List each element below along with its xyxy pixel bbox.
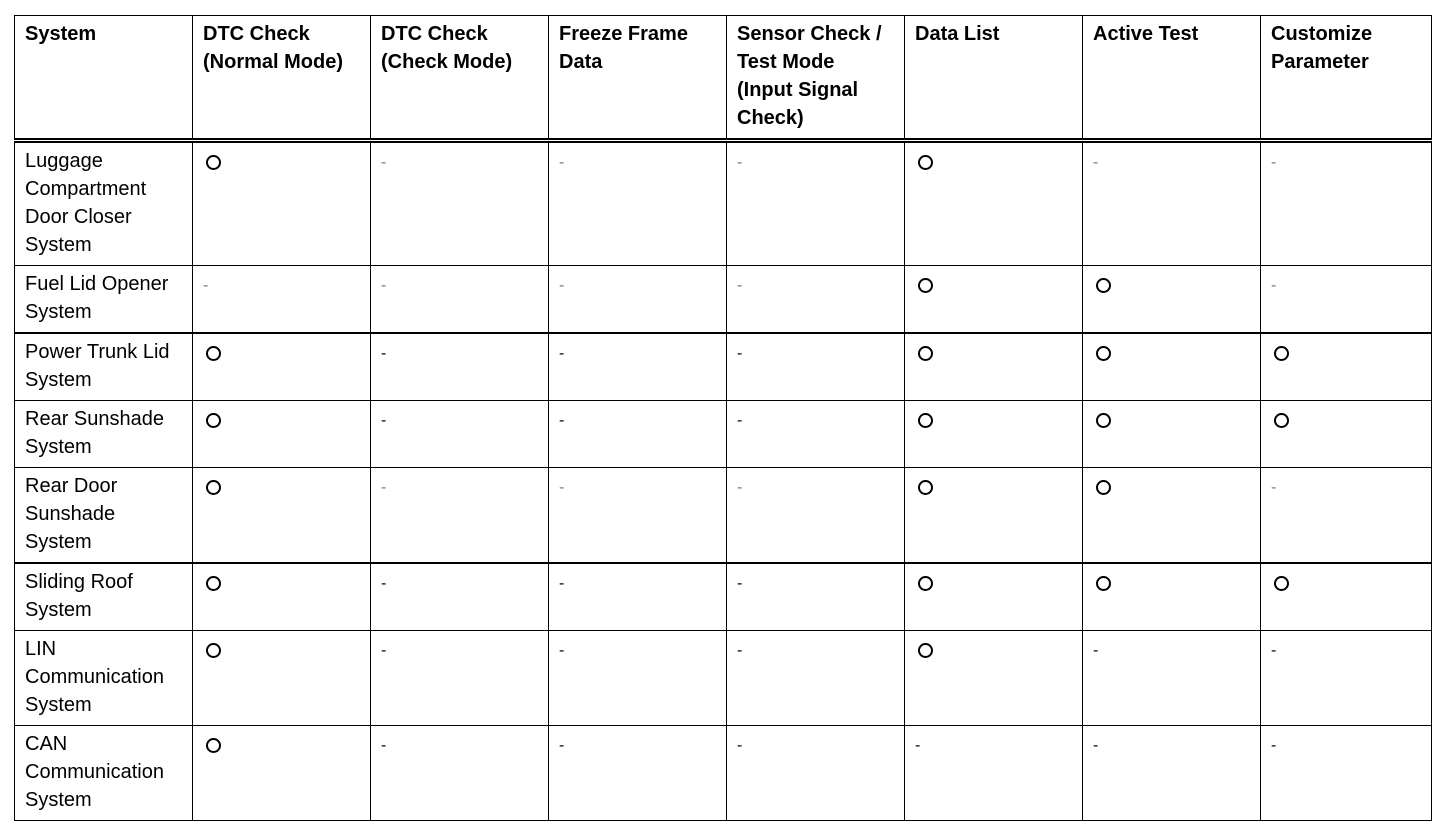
not-supported-dash: - bbox=[1271, 277, 1277, 294]
not-supported-dash: - bbox=[381, 479, 387, 496]
not-supported-dash: - bbox=[559, 479, 565, 496]
support-cell bbox=[1083, 401, 1261, 468]
not-supported-dash: - bbox=[559, 737, 565, 754]
supported-circle-icon bbox=[918, 643, 933, 658]
support-cell bbox=[1261, 401, 1432, 468]
not-supported-dash: - bbox=[737, 642, 743, 659]
function-support-table-container bbox=[14, 15, 1431, 821]
support-cell bbox=[1083, 631, 1261, 726]
support-cell bbox=[371, 266, 549, 334]
system-name-cell: CAN Communication System bbox=[15, 726, 193, 821]
not-supported-dash: - bbox=[915, 737, 921, 754]
support-cell bbox=[727, 563, 905, 631]
header-dtc-normal: DTC Check (Normal Mode) bbox=[193, 16, 371, 141]
supported-circle-icon bbox=[1274, 576, 1289, 591]
supported-circle-icon bbox=[206, 346, 221, 361]
support-cell bbox=[193, 563, 371, 631]
support-cell bbox=[371, 141, 549, 266]
header-sensor-check: Sensor Check / Test Mode (Input Signal Check) bbox=[727, 16, 905, 141]
supported-circle-icon bbox=[918, 413, 933, 428]
supported-circle-icon bbox=[1096, 480, 1111, 495]
support-cell bbox=[1083, 333, 1261, 401]
support-cell bbox=[727, 401, 905, 468]
supported-circle-icon bbox=[1096, 278, 1111, 293]
supported-circle-icon bbox=[918, 346, 933, 361]
support-cell bbox=[905, 266, 1083, 334]
not-supported-dash: - bbox=[1271, 642, 1277, 659]
support-cell bbox=[727, 468, 905, 564]
system-name-cell: Luggage Compartment Door Closer System bbox=[15, 141, 193, 266]
not-supported-dash: - bbox=[737, 575, 743, 592]
table-row bbox=[15, 333, 1432, 401]
support-cell bbox=[371, 631, 549, 726]
system-name-cell: Power Trunk Lid System bbox=[15, 333, 193, 401]
not-supported-dash: - bbox=[559, 642, 565, 659]
header-customize: Customize Parameter bbox=[1261, 16, 1432, 141]
support-cell bbox=[905, 333, 1083, 401]
not-supported-dash: - bbox=[559, 277, 565, 294]
not-supported-dash: - bbox=[737, 479, 743, 496]
supported-circle-icon bbox=[1096, 413, 1111, 428]
support-cell bbox=[371, 563, 549, 631]
support-cell bbox=[905, 563, 1083, 631]
not-supported-dash: - bbox=[1093, 154, 1099, 171]
supported-circle-icon bbox=[918, 576, 933, 591]
not-supported-dash: - bbox=[381, 575, 387, 592]
not-supported-dash: - bbox=[737, 277, 743, 294]
supported-circle-icon bbox=[206, 738, 221, 753]
header-freeze-frame: Freeze Frame Data bbox=[549, 16, 727, 141]
supported-circle-icon bbox=[918, 155, 933, 170]
supported-circle-icon bbox=[918, 480, 933, 495]
not-supported-dash: - bbox=[381, 345, 387, 362]
support-cell bbox=[727, 631, 905, 726]
support-cell bbox=[371, 401, 549, 468]
system-name-cell: Rear Door Sunshade System bbox=[15, 468, 193, 564]
table-row bbox=[15, 631, 1432, 726]
support-cell bbox=[1083, 266, 1261, 334]
support-cell bbox=[1083, 141, 1261, 266]
not-supported-dash: - bbox=[737, 737, 743, 754]
not-supported-dash: - bbox=[381, 154, 387, 171]
header-active-test: Active Test bbox=[1083, 16, 1261, 141]
support-cell bbox=[1261, 631, 1432, 726]
not-supported-dash: - bbox=[559, 575, 565, 592]
support-cell bbox=[1261, 563, 1432, 631]
not-supported-dash: - bbox=[559, 345, 565, 362]
not-supported-dash: - bbox=[559, 154, 565, 171]
supported-circle-icon bbox=[206, 413, 221, 428]
support-cell bbox=[727, 726, 905, 821]
system-name-cell: Fuel Lid Opener System bbox=[15, 266, 193, 334]
support-cell bbox=[371, 468, 549, 564]
not-supported-dash: - bbox=[1093, 642, 1099, 659]
supported-circle-icon bbox=[206, 576, 221, 591]
not-supported-dash: - bbox=[1271, 737, 1277, 754]
supported-circle-icon bbox=[918, 278, 933, 293]
support-cell bbox=[193, 726, 371, 821]
not-supported-dash: - bbox=[381, 277, 387, 294]
supported-circle-icon bbox=[206, 643, 221, 658]
supported-circle-icon bbox=[1274, 346, 1289, 361]
support-cell bbox=[549, 631, 727, 726]
support-cell bbox=[549, 401, 727, 468]
not-supported-dash: - bbox=[1271, 154, 1277, 171]
system-name-cell: Sliding Roof System bbox=[15, 563, 193, 631]
support-cell bbox=[193, 141, 371, 266]
support-cell bbox=[193, 468, 371, 564]
support-cell bbox=[727, 266, 905, 334]
support-cell bbox=[549, 468, 727, 564]
supported-circle-icon bbox=[1096, 576, 1111, 591]
support-cell bbox=[905, 468, 1083, 564]
header-dtc-check: DTC Check (Check Mode) bbox=[371, 16, 549, 141]
header-system: System bbox=[15, 16, 193, 141]
table-row bbox=[15, 266, 1432, 334]
support-cell bbox=[1261, 333, 1432, 401]
table-row bbox=[15, 563, 1432, 631]
table-row bbox=[15, 401, 1432, 468]
not-supported-dash: - bbox=[737, 345, 743, 362]
not-supported-dash: - bbox=[559, 412, 565, 429]
support-cell bbox=[905, 401, 1083, 468]
supported-circle-icon bbox=[1274, 413, 1289, 428]
not-supported-dash: - bbox=[737, 154, 743, 171]
support-cell bbox=[1083, 726, 1261, 821]
table-row bbox=[15, 468, 1432, 564]
not-supported-dash: - bbox=[1271, 479, 1277, 496]
header-row bbox=[15, 16, 1432, 141]
system-name-cell: LIN Communication System bbox=[15, 631, 193, 726]
support-cell bbox=[371, 726, 549, 821]
not-supported-dash: - bbox=[737, 412, 743, 429]
support-cell bbox=[905, 631, 1083, 726]
support-cell bbox=[193, 266, 371, 334]
support-cell bbox=[905, 726, 1083, 821]
support-cell bbox=[371, 333, 549, 401]
support-cell bbox=[1261, 726, 1432, 821]
supported-circle-icon bbox=[206, 480, 221, 495]
support-cell bbox=[549, 266, 727, 334]
support-cell bbox=[1261, 468, 1432, 564]
support-cell bbox=[1083, 468, 1261, 564]
support-cell bbox=[1261, 141, 1432, 266]
support-cell bbox=[727, 141, 905, 266]
support-cell bbox=[549, 726, 727, 821]
support-cell bbox=[193, 401, 371, 468]
support-cell bbox=[549, 563, 727, 631]
not-supported-dash: - bbox=[381, 412, 387, 429]
support-cell bbox=[549, 141, 727, 266]
support-cell bbox=[905, 141, 1083, 266]
header-data-list: Data List bbox=[905, 16, 1083, 141]
not-supported-dash: - bbox=[203, 277, 209, 294]
support-cell bbox=[1083, 563, 1261, 631]
not-supported-dash: - bbox=[1093, 737, 1099, 754]
support-cell bbox=[549, 333, 727, 401]
table-row bbox=[15, 726, 1432, 821]
not-supported-dash: - bbox=[381, 642, 387, 659]
support-cell bbox=[193, 333, 371, 401]
support-cell bbox=[727, 333, 905, 401]
function-support-table bbox=[14, 15, 1432, 821]
supported-circle-icon bbox=[206, 155, 221, 170]
support-cell bbox=[193, 631, 371, 726]
not-supported-dash: - bbox=[381, 737, 387, 754]
supported-circle-icon bbox=[1096, 346, 1111, 361]
system-name-cell: Rear Sunshade System bbox=[15, 401, 193, 468]
table-row bbox=[15, 141, 1432, 266]
support-cell bbox=[1261, 266, 1432, 334]
